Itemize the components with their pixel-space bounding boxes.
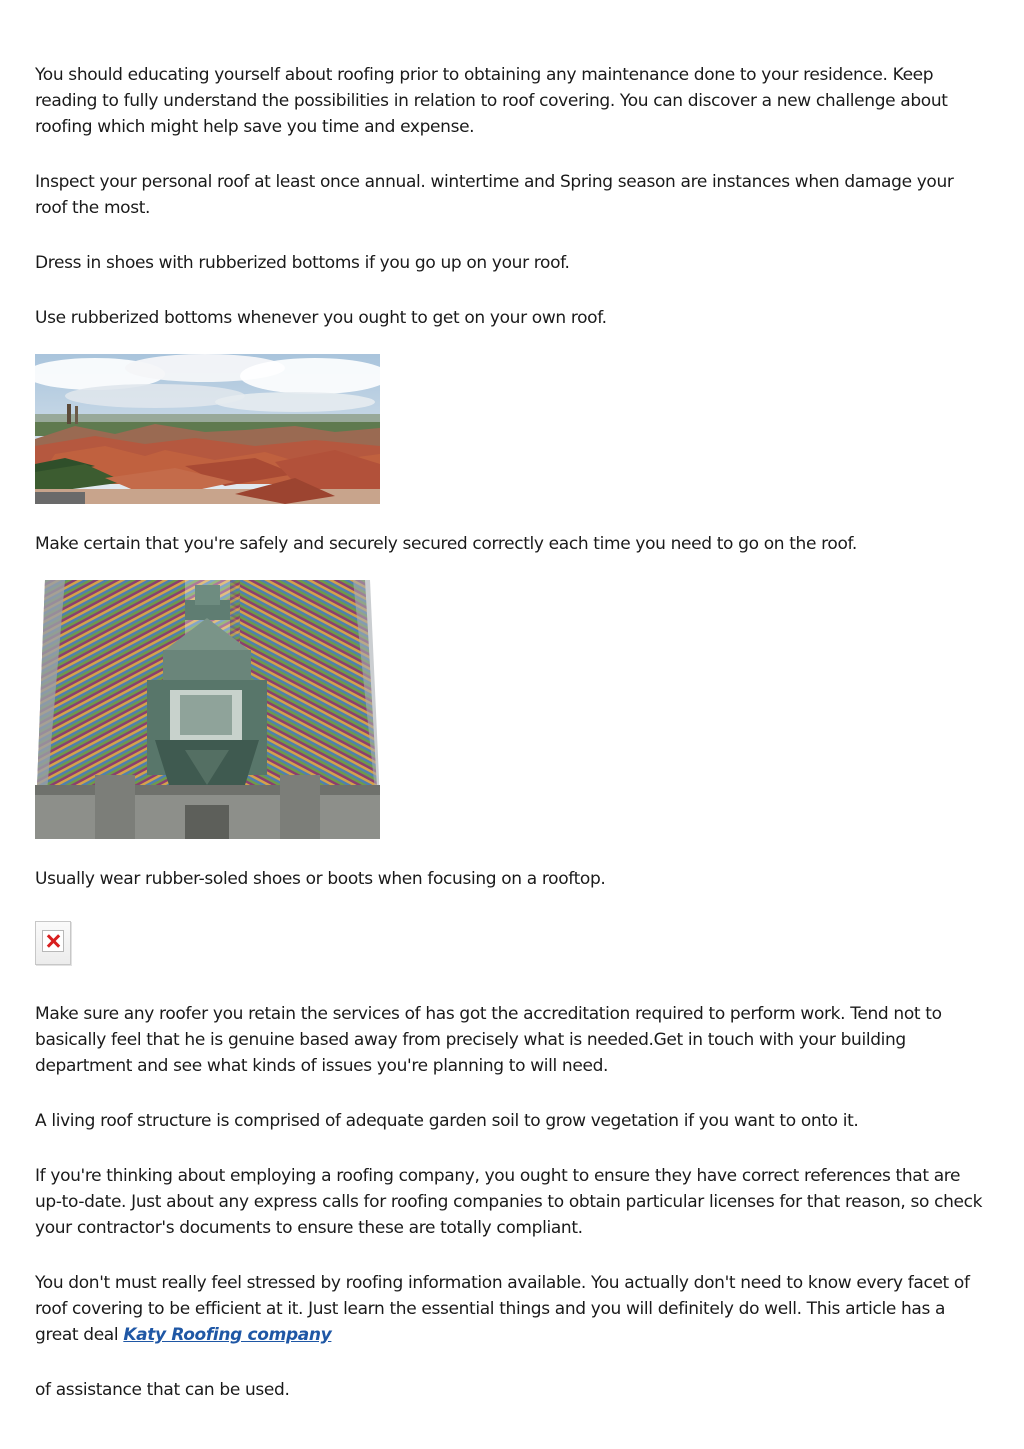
paragraph-shoes-rubberized: Dress in shoes with rubberized bottoms if you go up on your roof. <box>35 253 570 273</box>
cityscape-roofs-image <box>35 354 380 504</box>
paragraph-secured: Make certain that you're safely and securely secured correctly each time you need to go on the roof. <box>35 534 857 554</box>
paragraph-accreditation: Make sure any roofer you retain the services of has got the accreditation required to perform work. Tend not to basically feel that he is genuine based away from precisely what is needed.Get in touch with your building department and see what kinds of issues you're planning to will need. <box>35 1004 942 1076</box>
paragraph-intro: You should educating yourself about roofing prior to obtaining any maintenance done to your residence. Keep reading to fully understand the possibilities in relation to roof covering. You can discover a new challenge about roofing which might help save you time and expense. <box>35 65 948 137</box>
paragraph-living-roof: A living roof structure is comprised of adequate garden soil to grow vegetation if you want to onto it. <box>35 1111 859 1131</box>
tiled-spire-roof-image <box>35 580 380 839</box>
broken-image-icon <box>35 921 71 965</box>
paragraph-inspect: Inspect your personal roof at least once annual. wintertime and Spring season are instances when damage your roof the most. <box>35 172 954 218</box>
paragraph-closing: of assistance that can be used. <box>35 1380 290 1400</box>
paragraph-use-rubberized: Use rubberized bottoms whenever you ought to get on your own roof. <box>35 308 607 328</box>
red-x-icon <box>42 930 64 952</box>
paragraph-references: If you're thinking about employing a roofing company, you ought to ensure they have correct references that are up-to-date. Just about any express calls for roofing companies to obtain particular licenses for that reason, so check your contractor's documents to ensure these are totally compliant. <box>35 1166 983 1238</box>
paragraph-rubber-soled: Usually wear rubber-soled shoes or boots when focusing on a rooftop. <box>35 869 606 889</box>
katy-roofing-link[interactable]: Katy Roofing company <box>123 1325 332 1345</box>
paragraph-stressed-text: You don't must really feel stressed by roofing information available. You actually don't need to know every facet of roof covering to be efficient at it. Just learn the essential things and you will definitely do well. This article has a great deal <box>35 1273 970 1345</box>
article <box>35 62 990 1403</box>
paragraph-stressed <box>35 1270 990 1348</box>
